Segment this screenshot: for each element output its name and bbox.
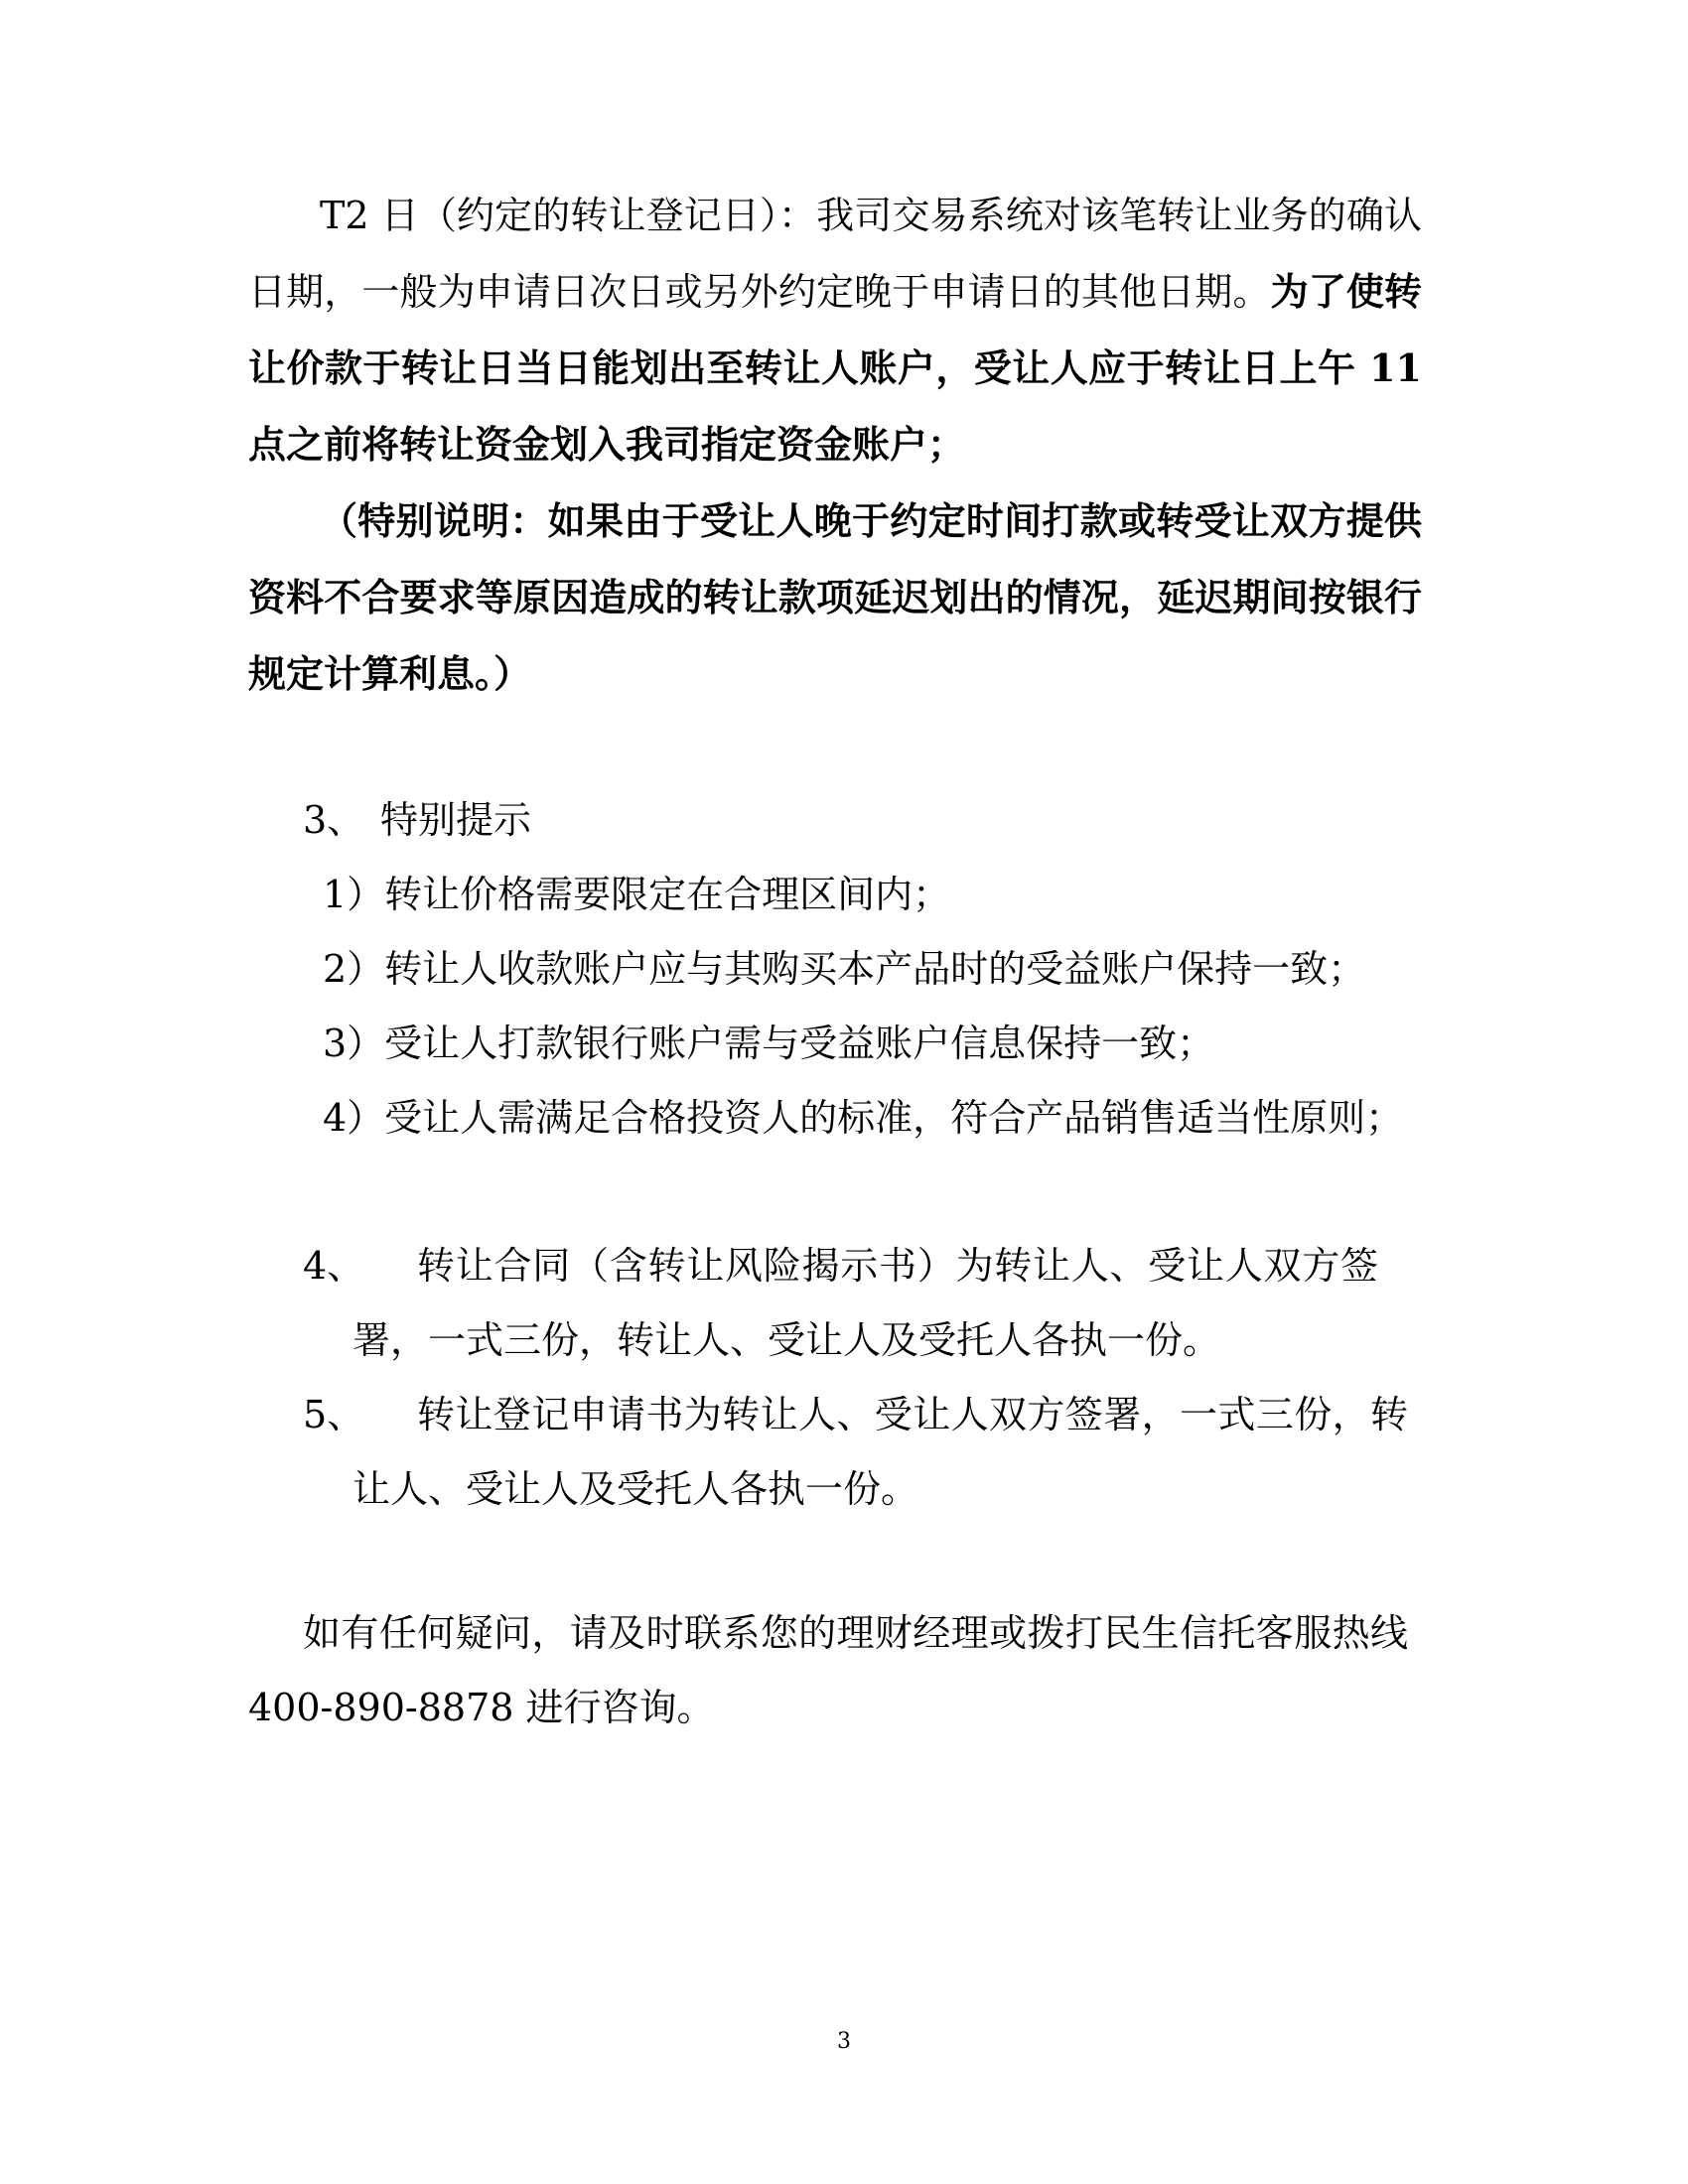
t2-line-4: 点之前将转让资金划入我司指定资金账户； (248, 422, 966, 467)
special-note-line-1: （特别说明：如果由于受让人晚于约定时间打款或转受让双方提供 (320, 498, 1422, 543)
section-3-item-1: 1）转让价格需要限定在合理区间内； (323, 873, 951, 916)
section-3-item-2: 2）转让人收款账户应与其购买本产品时的受益账户保持一致； (323, 947, 1366, 991)
special-note-line-3: 规定计算利息。） (248, 651, 532, 696)
t2-line-2 (248, 267, 1422, 317)
section-3-item-3: 3）受让人打款银行账户需与受益账户信息保持一致； (323, 1022, 1215, 1065)
section-5-line-2: 让人、受让人及受托人各执一份。 (352, 1467, 919, 1511)
page-number: 3 (837, 2029, 851, 2054)
section-3-number: 3、 (303, 798, 365, 842)
t2-line-2-normal: 日期，一般为申请日次日或另外约定晚于申请日的其他日期。 (248, 270, 1271, 314)
section-3-title: 特别提示 (380, 798, 532, 842)
section-3-item-4: 4）受让人需满足合格投资人的标准，符合产品销售适当性原则； (323, 1096, 1404, 1140)
special-note-line-2: 资料不合要求等原因造成的转让款项延迟划出的情况，延迟期间按银行 (248, 575, 1422, 619)
t2-line-3: 让价款于转让日当日能划出至转让人账户，受让人应于转让日上午 11 (248, 345, 1422, 390)
t2-line-2-bold: 为了使转 (1270, 269, 1422, 314)
contact-line-2: 400-890-8878 进行咨询。 (248, 1686, 715, 1729)
t2-line-1: T2 日（约定的转让登记日）：我司交易系统对该笔转让业务的确认 (320, 194, 1422, 237)
contact-line-1: 如有任何疑问，请及时联系您的理财经理或拨打民生信托客服热线 (303, 1611, 1408, 1655)
section-4-number: 4、 (303, 1244, 365, 1288)
section-5-number: 5、 (303, 1393, 365, 1436)
section-4-line-2: 署，一式三份，转让人、受让人及受托人各执一份。 (352, 1318, 1221, 1362)
section-5-line-1: 转让登记申请书为转让人、受让人双方签署，一式三份，转 (417, 1393, 1408, 1436)
section-4-line-1: 转让合同（含转让风险揭示书）为转让人、受让人双方签 (417, 1244, 1378, 1288)
